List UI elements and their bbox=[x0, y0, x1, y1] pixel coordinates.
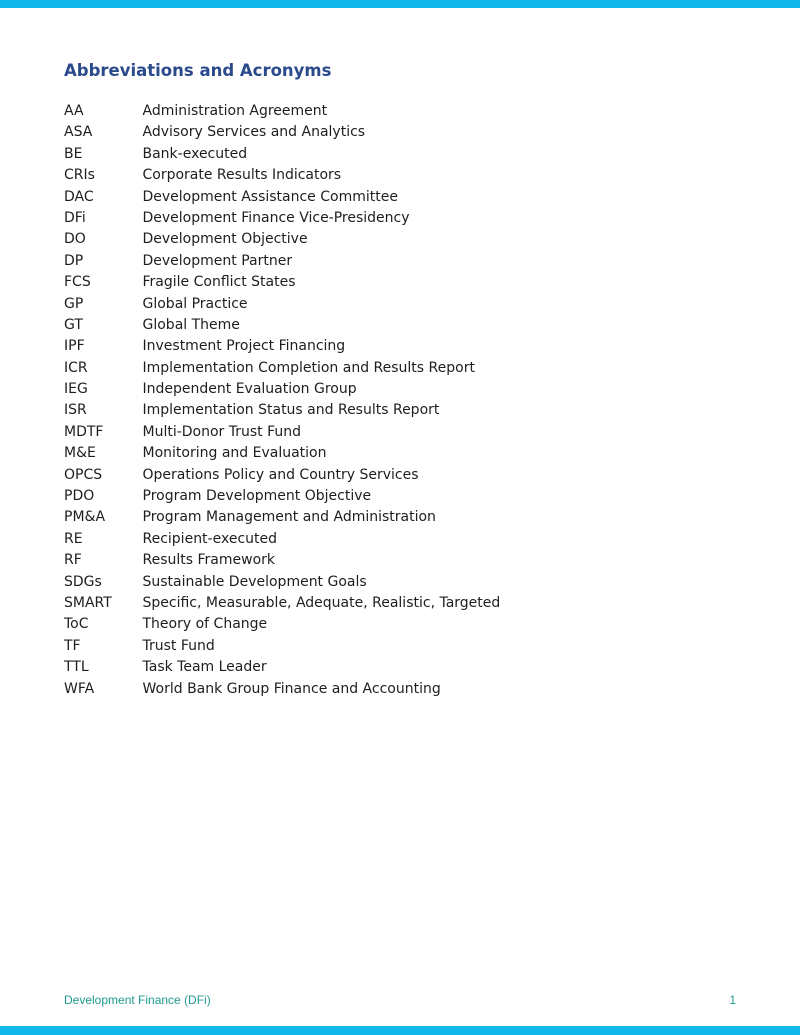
abbreviation-term: SMART bbox=[64, 594, 112, 611]
abbreviation-term: WFA bbox=[64, 680, 95, 697]
abbreviation-row bbox=[64, 400, 500, 421]
abbreviation-list bbox=[64, 101, 500, 700]
abbreviation-definition: Global Practice bbox=[142, 295, 248, 312]
abbreviation-definition: Operations Policy and Country Services bbox=[142, 466, 419, 483]
abbreviation-row bbox=[64, 550, 500, 571]
abbreviation-term: DAC bbox=[64, 188, 94, 205]
abbreviation-definition: Independent Evaluation Group bbox=[142, 381, 357, 398]
abbreviation-definition: Investment Project Financing bbox=[142, 338, 346, 355]
page-title: Abbreviations and Acronyms bbox=[64, 61, 332, 80]
footer-page-number: 1 bbox=[729, 993, 736, 1007]
abbreviation-term: TTL bbox=[64, 659, 89, 676]
abbreviation-row bbox=[64, 507, 500, 528]
abbreviation-definition: Sustainable Development Goals bbox=[142, 573, 367, 590]
abbreviation-definition: Global Theme bbox=[142, 316, 240, 333]
abbreviation-definition: Bank-executed bbox=[142, 145, 248, 162]
abbreviation-row bbox=[64, 165, 500, 186]
abbreviation-definition: Administration Agreement bbox=[142, 103, 328, 119]
abbreviation-term: AA bbox=[64, 103, 84, 119]
abbreviation-row bbox=[64, 272, 500, 293]
abbreviation-term: PM&A bbox=[64, 509, 106, 526]
abbreviation-row bbox=[64, 465, 500, 486]
abbreviation-term: ASA bbox=[64, 124, 93, 141]
abbreviation-term: OPCS bbox=[64, 466, 103, 483]
abbreviation-definition: Specific, Measurable, Adequate, Realistic, Targeted bbox=[142, 594, 501, 611]
abbreviation-row bbox=[64, 614, 500, 635]
abbreviation-term: DP bbox=[64, 252, 84, 269]
abbreviation-definition: Development Partner bbox=[142, 252, 293, 269]
abbreviation-term: ICR bbox=[64, 359, 88, 376]
abbreviation-row bbox=[64, 679, 500, 700]
abbreviation-term: MDTF bbox=[64, 423, 104, 440]
abbreviation-definition: Implementation Status and Results Report bbox=[142, 402, 440, 419]
abbreviation-definition: Development Finance Vice-Presidency bbox=[142, 209, 410, 226]
abbreviation-row bbox=[64, 101, 500, 122]
abbreviation-term: GP bbox=[64, 295, 84, 312]
abbreviation-term: IPF bbox=[64, 338, 85, 355]
abbreviation-row bbox=[64, 486, 500, 507]
abbreviation-row bbox=[64, 636, 500, 657]
abbreviation-row bbox=[64, 379, 500, 400]
abbreviation-term: BE bbox=[64, 145, 83, 162]
abbreviation-term: M&E bbox=[64, 445, 96, 462]
abbreviation-row bbox=[64, 251, 500, 272]
abbreviation-row bbox=[64, 144, 500, 165]
abbreviation-row bbox=[64, 657, 500, 678]
abbreviation-row bbox=[64, 122, 500, 143]
abbreviation-definition: Program Management and Administration bbox=[142, 509, 436, 526]
abbreviation-definition: Advisory Services and Analytics bbox=[142, 124, 366, 141]
abbreviation-definition: Implementation Completion and Results Report bbox=[142, 359, 475, 376]
abbreviation-definition: Fragile Conflict States bbox=[142, 274, 296, 291]
abbreviation-definition: Recipient-executed bbox=[142, 530, 277, 547]
abbreviation-term: FCS bbox=[64, 274, 91, 291]
abbreviation-row bbox=[64, 187, 500, 208]
abbreviation-row bbox=[64, 336, 500, 357]
abbreviation-definition: Multi-Donor Trust Fund bbox=[142, 423, 302, 440]
abbreviation-row bbox=[64, 294, 500, 315]
abbreviation-term: ToC bbox=[64, 616, 89, 633]
abbreviation-definition: Results Framework bbox=[142, 552, 276, 569]
abbreviation-term: DFi bbox=[64, 209, 86, 226]
abbreviation-term: IEG bbox=[64, 381, 88, 398]
abbreviation-term: PDO bbox=[64, 488, 95, 505]
abbreviation-definition: Task Team Leader bbox=[142, 659, 267, 676]
abbreviation-row bbox=[64, 443, 500, 464]
abbreviation-term: GT bbox=[64, 316, 83, 333]
abbreviation-term: DO bbox=[64, 231, 86, 248]
abbreviation-row bbox=[64, 315, 500, 336]
abbreviation-row bbox=[64, 593, 500, 614]
abbreviation-term: SDGs bbox=[64, 573, 102, 590]
abbreviation-term: ISR bbox=[64, 402, 87, 419]
abbreviation-definition: Trust Fund bbox=[142, 637, 215, 654]
abbreviation-definition: Development Objective bbox=[142, 231, 308, 248]
abbreviation-definition: Program Development Objective bbox=[142, 488, 372, 505]
top-accent-bar bbox=[0, 0, 800, 8]
abbreviation-definition: World Bank Group Finance and Accounting bbox=[142, 680, 441, 697]
bottom-accent-bar bbox=[0, 1026, 800, 1035]
abbreviation-term: RE bbox=[64, 530, 83, 547]
abbreviation-definition: Monitoring and Evaluation bbox=[142, 445, 327, 462]
abbreviation-definition: Development Assistance Committee bbox=[142, 188, 398, 205]
abbreviation-definition: Theory of Change bbox=[142, 616, 268, 633]
abbreviation-row bbox=[64, 358, 500, 379]
abbreviation-definition: Corporate Results Indicators bbox=[142, 167, 342, 184]
abbreviation-row bbox=[64, 208, 500, 229]
abbreviation-row bbox=[64, 422, 500, 443]
abbreviation-term: RF bbox=[64, 552, 82, 569]
abbreviation-term: TF bbox=[64, 637, 81, 654]
abbreviation-row bbox=[64, 529, 500, 550]
abbreviation-row bbox=[64, 572, 500, 593]
abbreviation-row bbox=[64, 229, 500, 250]
footer-document-name: Development Finance (DFi) bbox=[64, 993, 211, 1007]
abbreviation-term: CRIs bbox=[64, 167, 95, 184]
